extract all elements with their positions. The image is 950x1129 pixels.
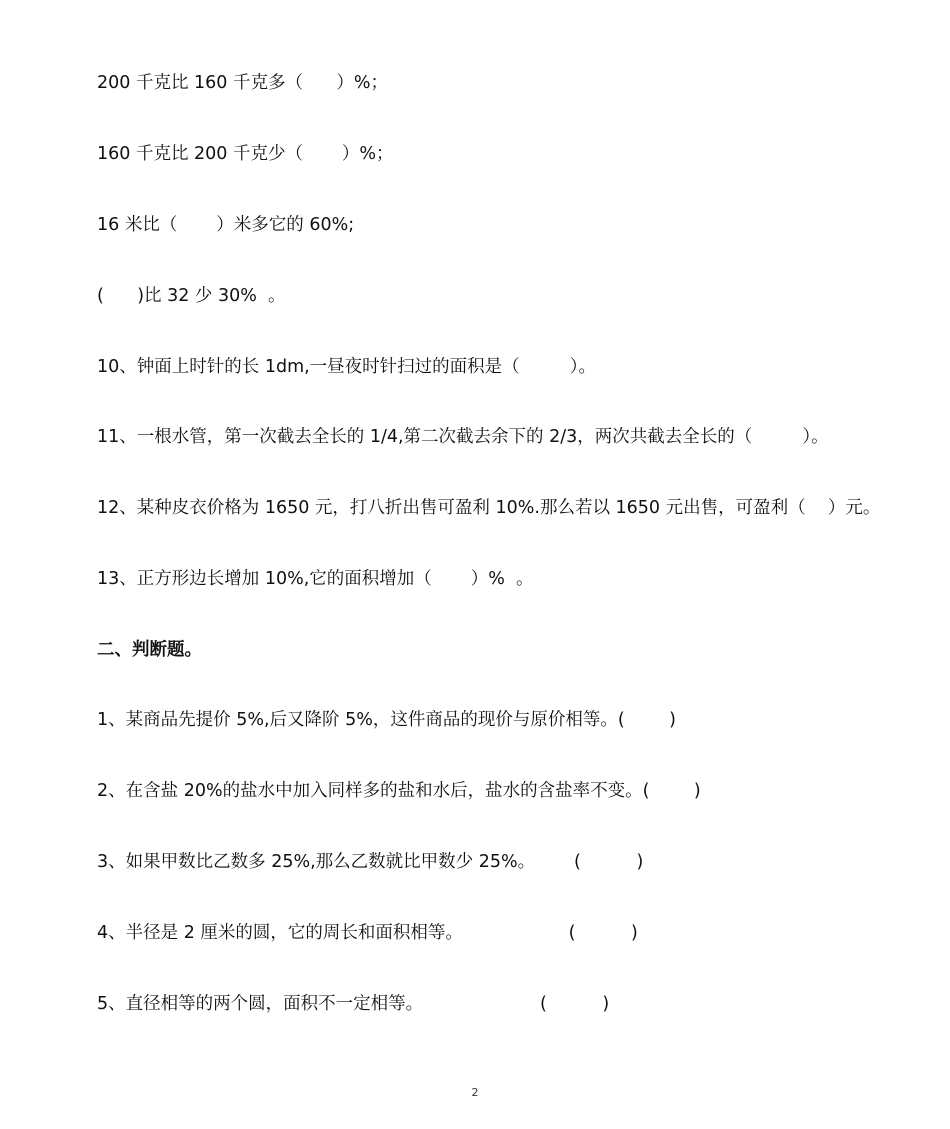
judgment-question-3: 3、如果甲数比乙数多 25%,那么乙数就比甲数少 25%。 ( )	[97, 852, 644, 872]
judgment-question-1: 1、某商品先提价 5%,后又降阶 5%，这件商品的现价与原价相等。( )	[97, 710, 677, 730]
question-12: 12、某种皮衣价格为 1650 元，打八折出售可盈利 10%.那么若以 1650 元出售，可盈利（ ）元。	[97, 498, 881, 518]
judgment-question-2: 2、在含盐 20%的盐水中加入同样多的盐和水后，盐水的含盐率不变。( )	[97, 781, 701, 801]
judgment-question-4: 4、半径是 2 厘米的圆，它的周长和面积相等。 ( )	[97, 923, 638, 943]
fill-blank-line-2: 160 千克比 200 千克少（ ）%；	[97, 144, 394, 164]
question-11: 11、一根水管，第一次截去全长的 1/4,第二次截去余下的 2/3，两次共截去全长的（ ）。	[97, 427, 829, 447]
page-number: 2	[471, 1086, 479, 1099]
question-13: 13、正方形边长增加 10%,它的面积增加（ ）% 。	[97, 569, 534, 589]
fill-blank-line-1: 200 千克比 160 千克多（ ）%；	[97, 73, 388, 93]
judgment-question-5: 5、直径相等的两个圆，面积不一定相等。 ( )	[97, 994, 610, 1014]
fill-blank-line-3: 16 米比（ ）米多它的 60%;	[97, 215, 355, 235]
section-heading-true-false: 二、判断题。	[97, 640, 202, 660]
fill-blank-line-4: ( )比 32 少 30% 。	[97, 286, 286, 306]
question-10: 10、钟面上时针的长 1dm,一昼夜时针扫过的面积是（ ）。	[97, 357, 596, 377]
